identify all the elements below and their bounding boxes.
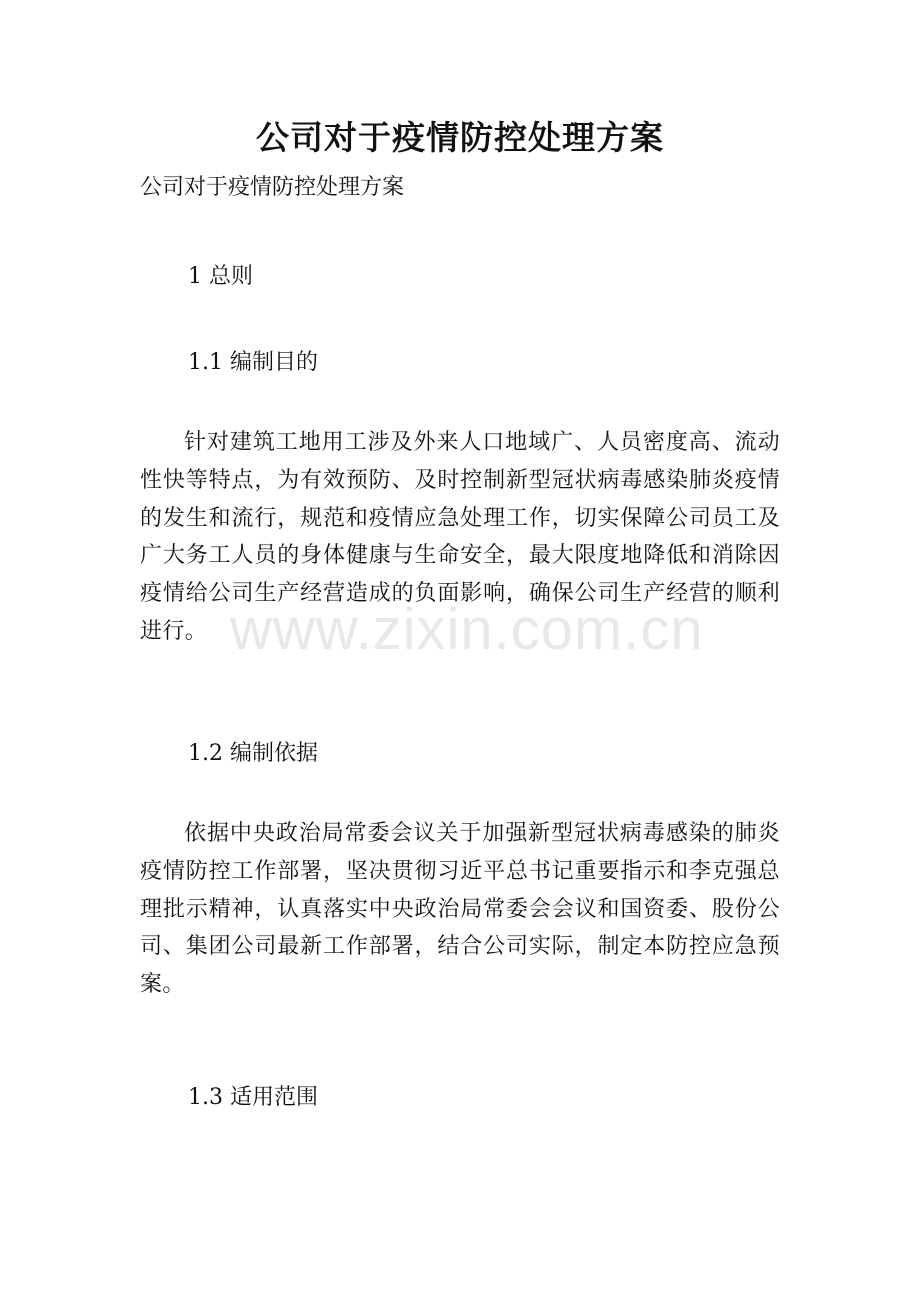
section-heading-scope: 1.3 适用范围 <box>188 1085 318 1110</box>
section-heading-general: 1 总则 <box>188 264 253 289</box>
document-title: 公司对于疫情防控处理方案 <box>256 118 664 157</box>
watermark-text: www.zixin.com.cn <box>230 597 704 662</box>
paragraph-basis: 依据中央政治局常委会议关于加强新型冠状病毒感染的肺炎疫情防控工作部署，坚决贯彻习近平总书记重要指示和李克强总理批示精神，认真落实中央政治局常委会会议和国资委、股份公司、集团公司最新工作部署，结合公司实际，制定本防控应急预案。 <box>140 821 780 998</box>
section-heading-basis: 1.2 编制依据 <box>188 741 318 766</box>
section-heading-purpose: 1.1 编制目的 <box>188 350 318 375</box>
document-subtitle: 公司对于疫情防控处理方案 <box>140 175 405 200</box>
paragraph-purpose: 针对建筑工地用工涉及外来人口地域广、人员密度高、流动性快等特点，为有效预防、及时控制新型冠状病毒感染肺炎疫情的发生和流行，规范和疫情应急处理工作，切实保障公司员工及广大务工人员的身体健康与生命安全，最大限度地降低和消除因疫情给公司生产经营造成的负面影响，确保公司生产经营的顺利进行。 <box>140 430 780 644</box>
